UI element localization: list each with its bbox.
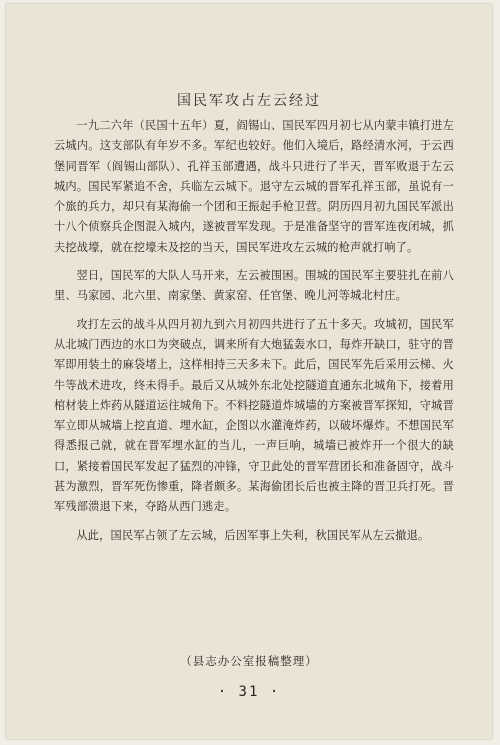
paragraph-3: 攻打左云的战斗从四月初九到六月初四共进行了五十多天。攻城初，国民军从北城门西边的水口为突破点，调来所有大炮猛轰水口，每炸开缺口，驻守的晋军即用装土的麻袋堵上，这样相持三天多未下。此后，国民军先后采用云梯、火牛等战术进攻，终未得手。最后又从城外东北处挖隧道直通东北城角下，接着用棺材装上炸药从隧道运往城角下。不料挖隧道炸城墙的方案被晋军探知，守城晋军立即从城墙上挖直道、埋水缸，企图以水灌淹炸药，以破坏爆炸。不想国民军得悉报己就，就在晋军埋水缸的当儿，一声巨响，城墙已被炸开一个很大的缺口，紧接着国民军发起了猛烈的冲锋，守卫此处的晋军营团长和准备固守，战斗甚为激烈，晋军死伤惨重，降者颇多。某海偷团长后也被主降的晋卫兵打死。晋军残部溃退下来，夺路从西门逃走。 — [54, 317, 454, 514]
source-note: （县志办公室报稿整理） — [180, 654, 318, 668]
paragraph-4: 从此，国民军占领了左云城，后因军事上失利，秋国民军从左云撤退。 — [76, 528, 430, 542]
paragraph-1: 一九二六年（民国十五年）夏，阎锡山、国民军四月初七从内蒙丰镇打进左云城内。这支部队有年岁不多。军纪也较好。他们入境后，路经清水河，于云西堡同晋军（阎锡山部队）、孔祥玉部遭遇，战斗只进行了半天，晋军败退于左云城内。国民军紧追不舍，兵临左云城下。退守左云城的晋军孔祥玉部，虽说有一个旅的兵力，却只有某海偷一个团和王振起手枪卫营。阴历四月初九国民军派出十八个侦察兵企图混入城内，遂被晋军发现。于是准备坚守的晋军连夜闭城，抓夫挖战壕，就在挖壕未及挖的当天，国民军进攻左云城的枪声就打响了。 — [54, 119, 454, 254]
article-body — [54, 116, 454, 546]
page-number: · 31 · — [217, 684, 281, 700]
document-page — [6, 4, 492, 739]
paragraph-2: 翌日，国民军的大队人马开来，左云被围困。围城的国民军主要驻扎在前八里、马家园、北六里、南家堡、黄家窑、任官堡、晚儿河等城北村庄。 — [54, 269, 454, 303]
page-title: 国民军攻占左云经过 — [177, 93, 321, 109]
